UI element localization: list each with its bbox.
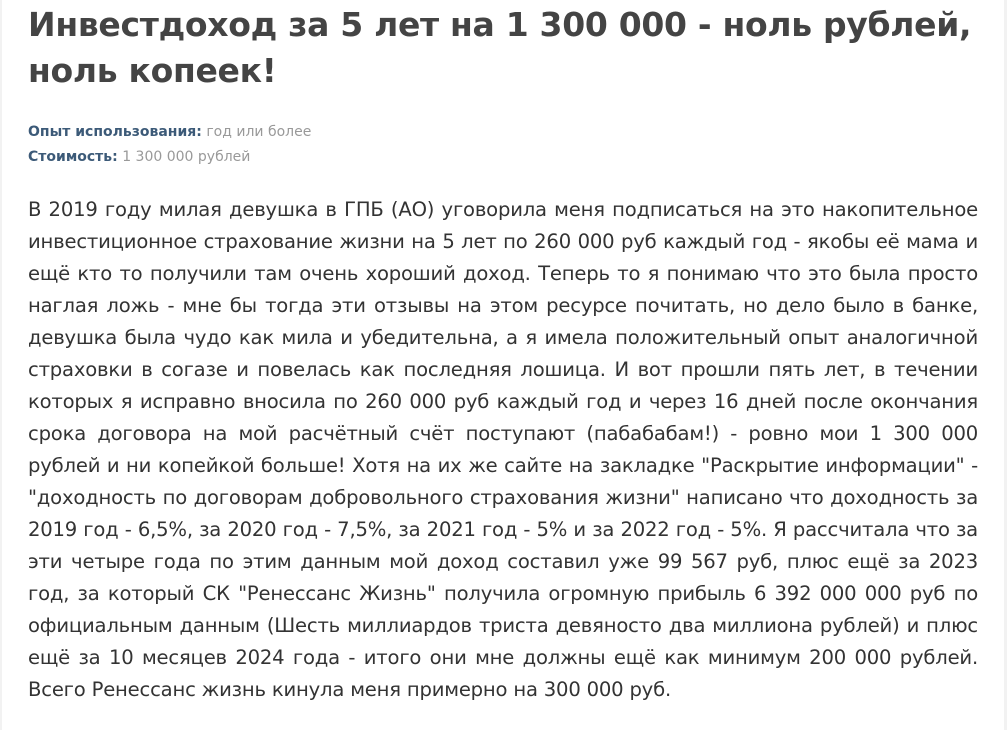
review-card	[2, 0, 1004, 730]
cost-value: 1 300 000 рублей	[122, 149, 251, 165]
experience-row	[28, 123, 311, 141]
review-text: В 2019 году милая девушка в ГПБ (АО) уговорила меня подписаться на это накопительное инвестиционное страхование жизни на 5 лет по 260 000 руб каждый год - якобы её мама и ещё кто то получили там очень хороший доход. Теперь то я понимаю что это была просто наглая ложь - мне бы тогда эти отзывы на этом ресурсе почитать, но дело было в банке, девушка была чудо как мила и убедительна, а я имела положительный опыт аналогичной страховки в согазе и повелась как последняя лошица. И вот прошли пять лет, в течении которых я исправно вносила по 260 000 руб каждый год и через 16 дней после окончания срока договора на мой расчётный счёт поступают (пабабабам!) - ровно мои 1 300 000 рублей и ни копейкой больше! Хотя на их же сайте на закладке "Раскрытие информации" - "доходность по договорам добровольного страхования жизни" написано что доходность за 2019 год - 6,5%, за 2020 год - 7,5%, за 2021 год - 5% и за 2022 год - 5%. Я рассчитала что за эти четыре года по этим данным мой доход составил уже 99 567 руб, плюс ещё за 2023 год, за который СК "Ренессанс Жизнь" получила огромную прибыль 6 392 000 000 руб по официальным данным (Шесть миллиардов триста девяносто два миллиона рублей) и плюс ещё за 10 месяцев 2024 года - итого они мне должны ещё как минимум 200 000 рублей. Всего Ренессанс жизнь кинула меня примерно на 300 000 руб.	[28, 198, 978, 701]
review-title: Инвестдоход за 5 лет на 1 300 000 - ноль рублей, ноль копеек!	[28, 5, 972, 90]
experience-value: год или более	[206, 124, 312, 140]
cost-row	[28, 148, 250, 166]
experience-label: Опыт использования:	[28, 124, 202, 140]
cost-label: Стоимость:	[28, 149, 118, 165]
